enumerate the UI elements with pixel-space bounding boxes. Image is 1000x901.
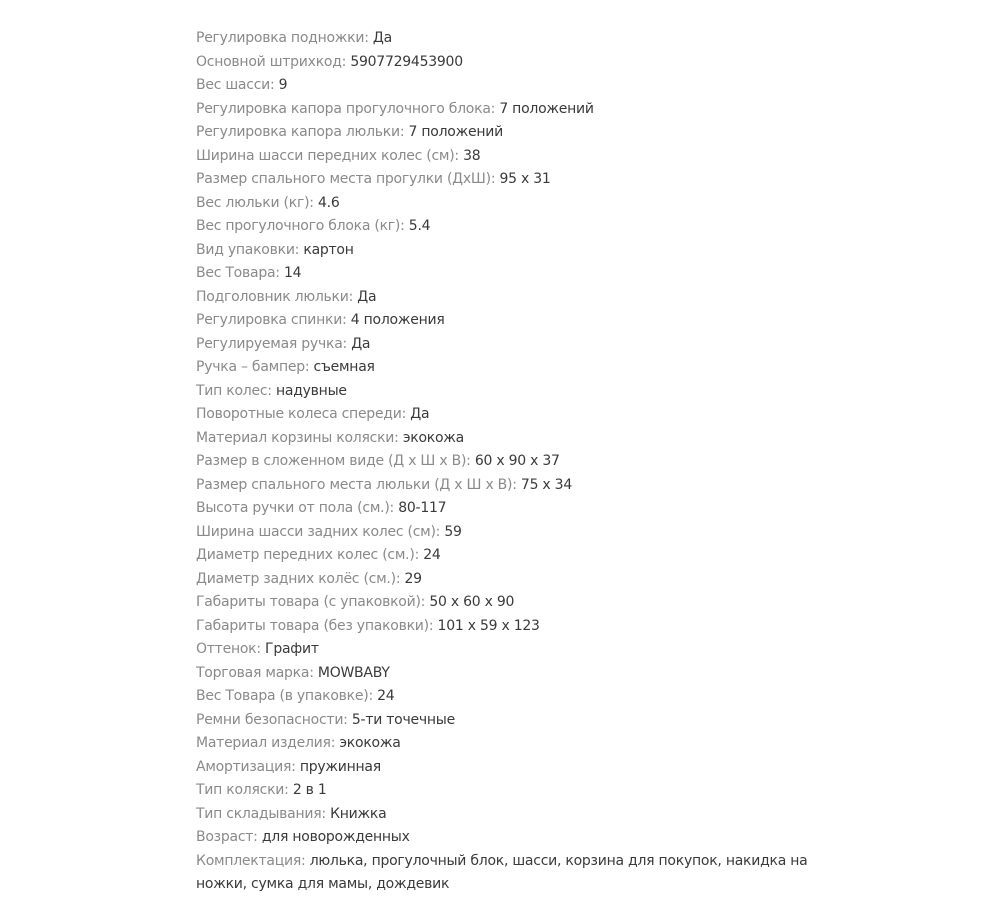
spec-row [196, 615, 816, 639]
spec-value: 59 [444, 523, 462, 540]
spec-label: Ручка – бампер: [196, 359, 310, 375]
spec-value: 38 [463, 147, 481, 164]
spec-row [196, 568, 816, 592]
spec-label: Торговая марка: [196, 664, 314, 681]
spec-row [196, 732, 816, 756]
spec-label: Регулировка капора прогулочного блока: [196, 100, 496, 117]
spec-row [196, 497, 816, 521]
spec-value: 7 положений [499, 100, 594, 117]
spec-value: Книжка [330, 805, 387, 822]
spec-value: пружинная [299, 758, 381, 775]
spec-row [196, 286, 816, 310]
spec-row [196, 638, 816, 662]
spec-label: Материал изделия: [196, 735, 336, 751]
spec-label: Вид упаковки: [196, 241, 300, 258]
spec-row [196, 427, 816, 451]
spec-value: 4 положения [350, 312, 445, 328]
spec-row [196, 145, 816, 169]
spec-value: 29 [404, 570, 422, 587]
spec-row [196, 850, 816, 897]
spec-label: Материал корзины коляски: [196, 429, 399, 446]
spec-label: Вес шасси: [196, 77, 275, 93]
spec-label: Подголовник люльки: [196, 288, 354, 305]
spec-label: Размер спального места прогулки (ДхШ): [196, 171, 496, 187]
spec-label: Габариты товара (с упаковкой): [196, 594, 426, 610]
spec-value: 101 x 59 x 123 [437, 617, 540, 634]
spec-row [196, 51, 816, 75]
spec-value: 75 x 34 [520, 476, 572, 493]
spec-row [196, 685, 816, 709]
spec-value: 4.6 [317, 194, 340, 211]
spec-row [196, 591, 816, 615]
spec-row [196, 168, 816, 192]
spec-value: Графит [265, 641, 319, 657]
spec-value: 9 [278, 77, 288, 93]
spec-value: 5907729453900 [350, 53, 463, 70]
spec-label: Регулировка подножки: [196, 30, 369, 46]
spec-label: Вес люльки (кг): [196, 194, 314, 211]
spec-row [196, 309, 816, 333]
spec-row [196, 262, 816, 286]
spec-label: Регулируемая ручка: [196, 335, 347, 352]
spec-value: 24 [377, 688, 395, 704]
spec-label: Вес Товара: [196, 265, 280, 281]
spec-value: для новорожденных [261, 829, 410, 845]
spec-row [196, 403, 816, 427]
spec-row [196, 192, 816, 216]
spec-label: Ширина шасси передних колес (см): [196, 147, 459, 164]
spec-row [196, 803, 816, 827]
product-specs-list [196, 27, 816, 897]
spec-row [196, 239, 816, 263]
spec-row [196, 756, 816, 780]
spec-row [196, 98, 816, 122]
spec-value: Да [357, 288, 377, 305]
spec-value: 2 в 1 [292, 782, 327, 798]
spec-label: Регулировка капора люльки: [196, 124, 405, 140]
spec-row [196, 709, 816, 733]
spec-row [196, 380, 816, 404]
spec-label: Тип колес: [196, 382, 272, 399]
spec-value: экокожа [402, 429, 464, 446]
spec-value: Да [372, 30, 392, 46]
spec-value: съемная [313, 359, 375, 375]
spec-row [196, 121, 816, 145]
spec-value: 14 [283, 265, 302, 281]
spec-row [196, 27, 816, 51]
spec-label: Тип коляски: [196, 782, 289, 798]
spec-label: Размер в сложенном виде (Д x Ш x В): [196, 453, 471, 469]
spec-value: экокожа [339, 735, 401, 751]
spec-value: MOWBABY [317, 664, 390, 681]
spec-label: Комплектация: [196, 852, 306, 869]
spec-row [196, 544, 816, 568]
spec-label: Диаметр передних колес (см.): [196, 547, 420, 563]
spec-row [196, 450, 816, 474]
spec-label: Вес Товара (в упаковке): [196, 688, 373, 704]
spec-value: 50 x 60 x 90 [429, 594, 515, 610]
spec-value: 5.4 [408, 218, 431, 234]
spec-value: 24 [423, 547, 441, 563]
spec-label: Оттенок: [196, 641, 261, 657]
spec-value: 60 x 90 x 37 [474, 453, 560, 469]
spec-label: Ширина шасси задних колес (см): [196, 523, 441, 540]
spec-value: Да [410, 406, 430, 422]
spec-label: Ремни безопасности: [196, 711, 348, 728]
spec-value: 7 положений [408, 124, 503, 140]
spec-value: 5-ти точечные [351, 711, 455, 728]
spec-row [196, 215, 816, 239]
spec-value: 80-117 [398, 500, 447, 516]
spec-row [196, 333, 816, 357]
spec-row [196, 74, 816, 98]
spec-label: Возраст: [196, 829, 258, 845]
spec-row [196, 356, 816, 380]
spec-value: Да [351, 335, 371, 352]
spec-label: Основной штрихкод: [196, 53, 347, 70]
spec-row [196, 826, 816, 850]
spec-label: Вес прогулочного блока (кг): [196, 218, 405, 234]
spec-label: Регулировка спинки: [196, 312, 347, 328]
spec-row [196, 474, 816, 498]
spec-label: Высота ручки от пола (см.): [196, 500, 395, 516]
spec-label: Диаметр задних колёс (см.): [196, 570, 401, 587]
spec-value: 95 x 31 [499, 171, 551, 187]
spec-row [196, 521, 816, 545]
spec-row [196, 662, 816, 686]
spec-label: Амортизация: [196, 758, 296, 775]
spec-label: Тип складывания: [196, 805, 326, 822]
spec-value: люлька, прогулочный блок, шасси, корзина для покупок, накидка на ножки, сумка для мамы, дождевик [196, 852, 808, 892]
spec-label: Размер спального места люльки (Д x Ш x В): [196, 476, 517, 493]
spec-label: Габариты товара (без упаковки): [196, 617, 434, 634]
spec-row [196, 779, 816, 803]
spec-label: Поворотные колеса спереди: [196, 406, 407, 422]
spec-value: картон [303, 241, 354, 258]
spec-value: надувные [275, 382, 347, 399]
